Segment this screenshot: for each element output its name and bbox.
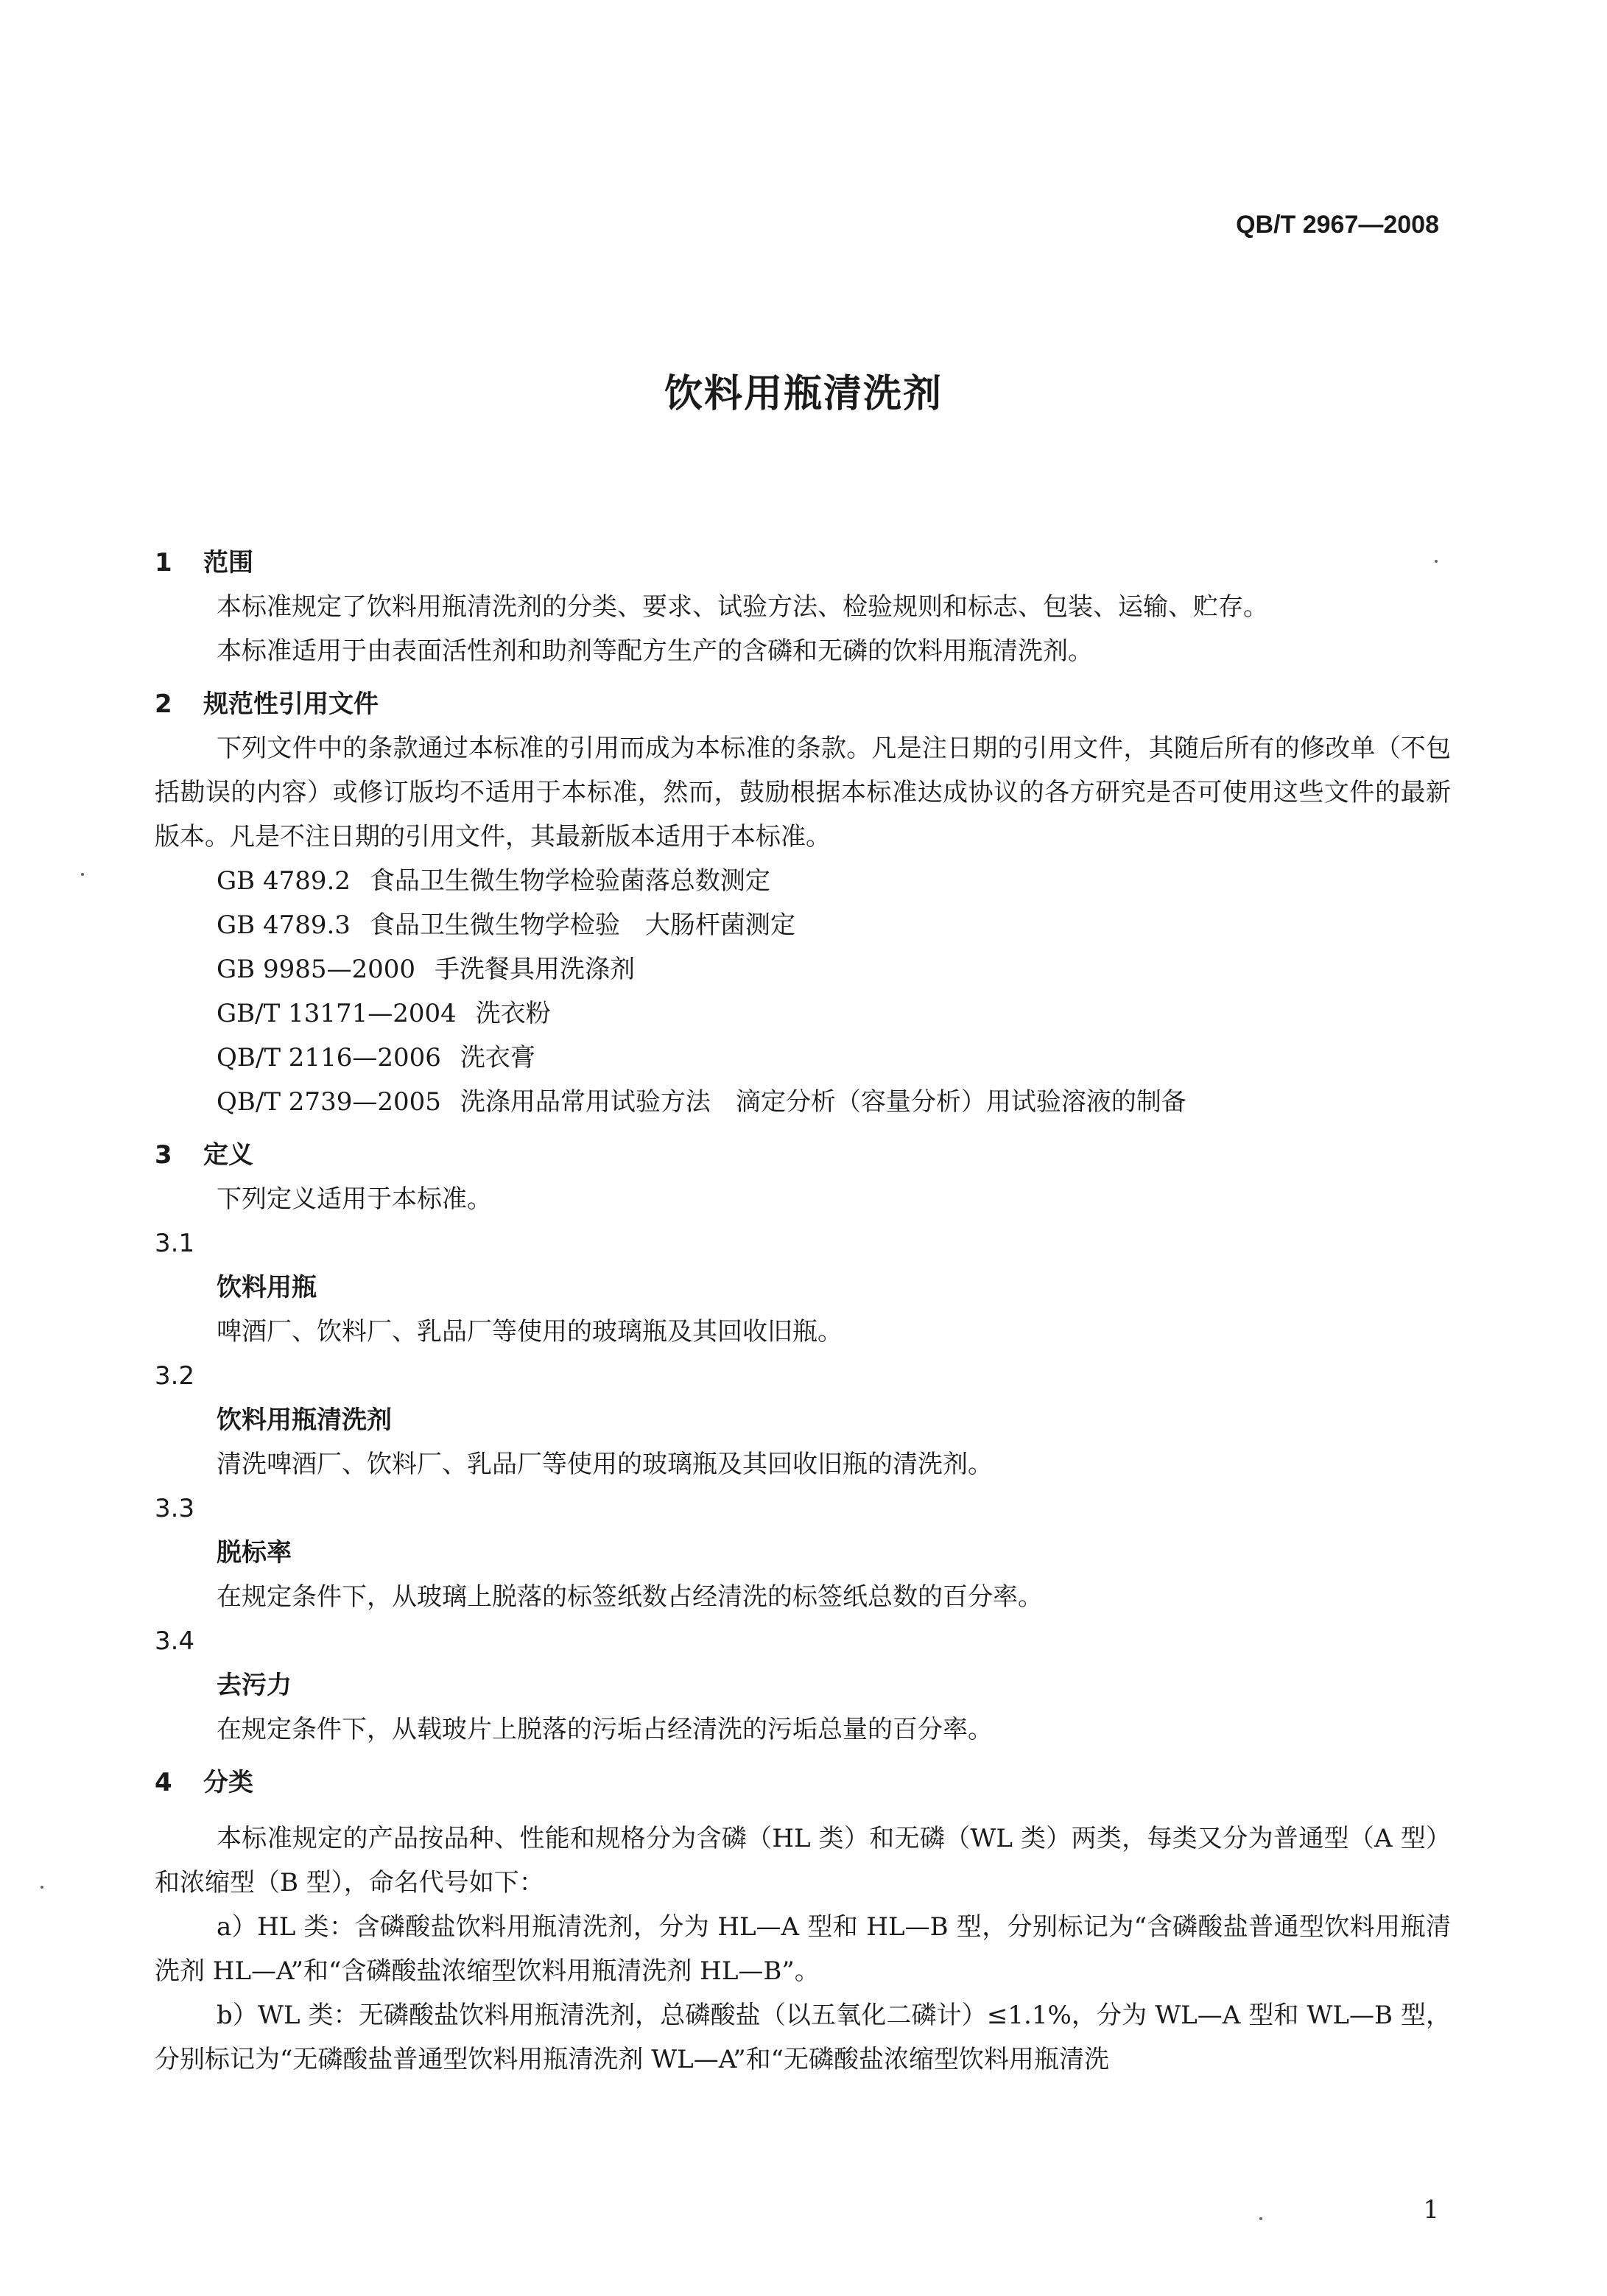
reference-code: GB 4789.3: [217, 910, 351, 940]
paragraph-item-b: b）WL 类：无磷酸盐饮料用瓶清洗剂，总磷酸盐（以五氧化二磷计）≤1.1%，分为 WL—A 型和 WL—B 型，分别标记为“无磷酸盐普通型饮料用瓶清洗剂 WL—A”和“无磷酸盐浓缩型饮料用瓶清洗: [155, 2001, 1451, 2074]
scan-speck: [81, 873, 84, 876]
document-body: [155, 532, 1451, 2082]
section-number: 4: [155, 1768, 172, 1797]
reference-code: QB/T 2116—2006: [217, 1043, 441, 1072]
clause-number: 3.1: [155, 1229, 195, 1258]
reference-code: GB 9985—2000: [217, 955, 416, 984]
section-title: 范围: [203, 548, 253, 577]
term-name: 饮料用瓶: [217, 1273, 317, 1302]
reference-name: 洗衣粉: [475, 999, 551, 1028]
term-definition: 在规定条件下，从玻璃上脱落的标签纸数占经清洗的标签纸总数的百分率。: [217, 1582, 1043, 1612]
term-name: 脱标率: [217, 1538, 292, 1567]
section-title: 规范性引用文件: [203, 689, 379, 719]
term-name: 去污力: [217, 1671, 292, 1700]
clause-number: 3.4: [155, 1626, 195, 1656]
reference-item: [155, 903, 1451, 947]
reference-name: 洗衣膏: [460, 1043, 535, 1072]
scan-speck: [1259, 2217, 1262, 2220]
term-definition: 啤酒厂、饮料厂、乳品厂等使用的玻璃瓶及其回收旧瓶。: [217, 1317, 843, 1347]
term-definition: 在规定条件下，从载玻片上脱落的污垢占经清洗的污垢总量的百分率。: [217, 1715, 993, 1744]
section-heading-normative-references: [155, 682, 1451, 726]
section-number: 3: [155, 1140, 172, 1170]
reference-code: GB/T 13171—2004: [217, 999, 457, 1028]
section-title: 分类: [203, 1768, 253, 1797]
reference-name-part2: 大肠杆菌测定: [644, 910, 795, 940]
reference-item: [155, 1080, 1451, 1124]
paragraph: 下列定义适用于本标准。: [217, 1184, 492, 1214]
standard-code: QB/T 2967—2008: [1236, 211, 1439, 239]
term-definition: 清洗啤酒厂、饮料厂、乳品厂等使用的玻璃瓶及其回收旧瓶的清洗剂。: [217, 1450, 993, 1479]
term-name: 饮料用瓶清洗剂: [217, 1405, 392, 1435]
paragraph: 下列文件中的条款通过本标准的引用而成为本标准的条款。凡是注日期的引用文件，其随后所有的修改单（不包括勘误的内容）或修订版均不适用于本标准，然而，鼓励根据本标准达成协议的各方研究是否可使用这些文件的最新版本。凡是不注日期的引用文件，其最新版本适用于本标准。: [155, 734, 1451, 852]
scan-speck: [41, 1886, 43, 1889]
clause-number: 3.3: [155, 1494, 195, 1523]
section-number: 2: [155, 689, 172, 719]
reference-name-part2: 滴定分析（容量分析）用试验溶液的制备: [735, 1087, 1186, 1117]
section-heading-classification: [155, 1760, 1451, 1805]
clause-number: 3.2: [155, 1361, 195, 1391]
section-title: 定义: [203, 1140, 253, 1170]
section-heading-scope: [155, 541, 1451, 585]
reference-name: 手洗餐具用洗涤剂: [435, 955, 636, 984]
reference-item: [155, 1036, 1451, 1080]
reference-code: QB/T 2739—2005: [217, 1087, 441, 1117]
page-number: 1: [1423, 2195, 1439, 2225]
paragraph-item-a: a）HL 类：含磷酸盐饮料用瓶清洗剂，分为 HL—A 型和 HL—B 型，分别标记为“含磷酸盐普通型饮料用瓶清洗剂 HL—A”和“含磷酸盐浓缩型饮料用瓶清洗剂 HL—B”。: [155, 1912, 1451, 1986]
document-title: 饮料用瓶清洗剂: [664, 372, 943, 416]
reference-item: [155, 859, 1451, 903]
section-number: 1: [155, 548, 172, 577]
scan-speck: [1435, 560, 1438, 563]
paragraph: 本标准适用于由表面活性剂和助剂等配方生产的含磷和无磷的饮料用瓶清洗剂。: [217, 636, 1093, 666]
reference-code: GB 4789.2: [217, 866, 351, 896]
paragraph: 本标准规定了饮料用瓶清洗剂的分类、要求、试验方法、检验规则和标志、包装、运输、贮存。: [217, 592, 1268, 622]
section-heading-definitions: [155, 1133, 1451, 1177]
reference-name: 食品卫生微生物学检验: [369, 910, 620, 940]
reference-name: 洗涤用品常用试验方法: [460, 1087, 711, 1117]
reference-item: [155, 947, 1451, 991]
reference-item: [155, 991, 1451, 1036]
reference-name: 食品卫生微生物学检验菌落总数测定: [369, 866, 770, 896]
paragraph: 本标准规定的产品按品种、性能和规格分为含磷（HL 类）和无磷（WL 类）两类，每类又分为普通型（A 型）和浓缩型（B 型），命名代号如下：: [155, 1824, 1451, 1897]
